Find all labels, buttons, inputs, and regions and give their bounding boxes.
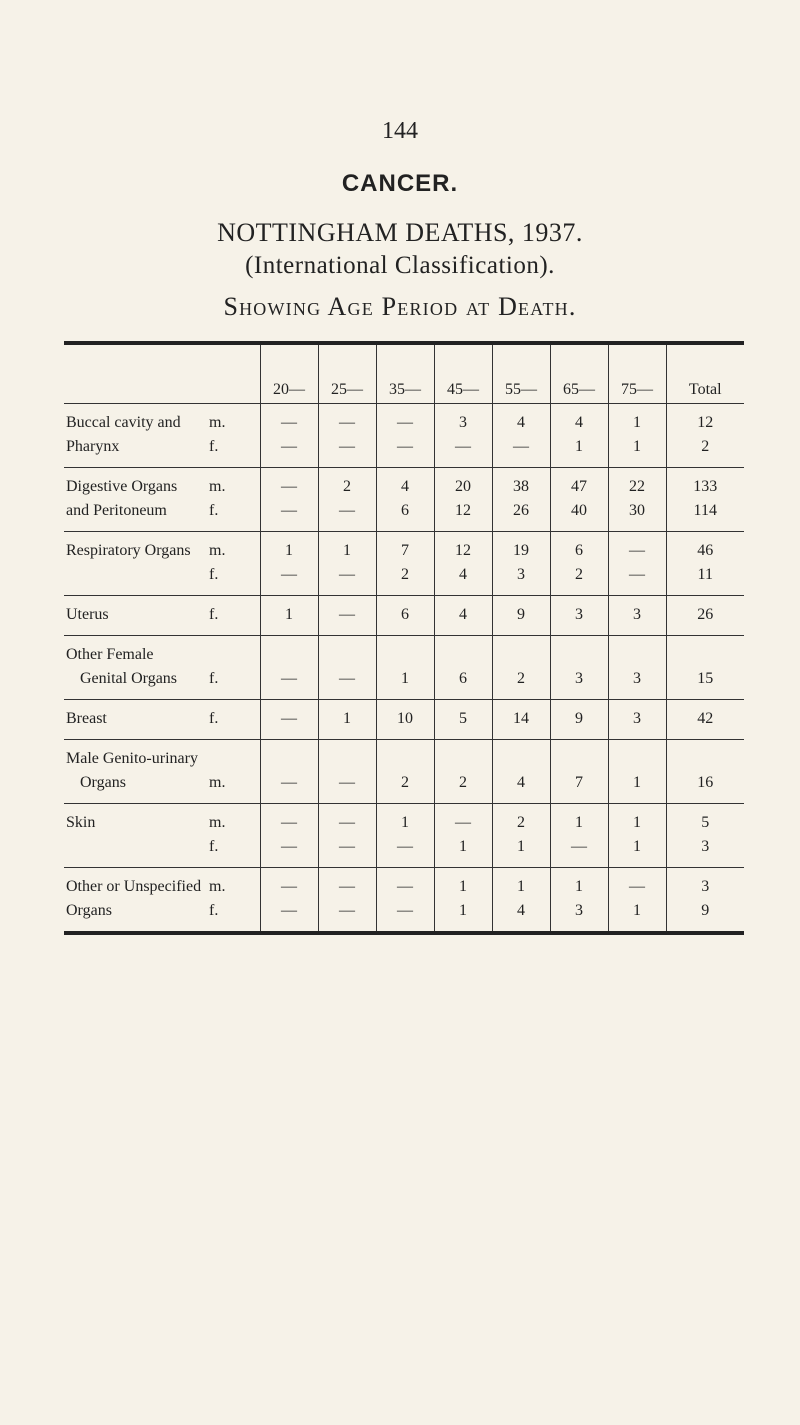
value-cell: [376, 700, 434, 740]
table-row: [64, 804, 744, 868]
cause-label: Respiratory Organs: [66, 542, 191, 559]
value-cell: [666, 700, 744, 740]
count-value: 1: [633, 438, 641, 455]
value-cell: [434, 700, 492, 740]
cause-label: and Peritoneum: [66, 502, 167, 519]
table-caption: Showing Age Period at Death.: [223, 292, 577, 321]
value-cell: [434, 596, 492, 636]
count-value: 10: [397, 710, 413, 727]
count-value: 7: [575, 774, 583, 791]
count-value: 114: [693, 502, 717, 519]
cause-label: Buccal cavity and: [66, 414, 181, 431]
value-cell: [666, 636, 744, 700]
value-cell: [260, 700, 318, 740]
count-value: 22: [629, 478, 645, 495]
count-value: —: [281, 502, 297, 519]
value-cell: [608, 868, 666, 934]
count-value: 1: [459, 838, 467, 855]
value-cell: [666, 740, 744, 804]
value-cell: [608, 740, 666, 804]
count-value: [435, 747, 492, 771]
value-cell: [492, 596, 550, 636]
value-cell: [608, 636, 666, 700]
value-cell: [260, 636, 318, 700]
value-cell: [666, 868, 744, 934]
count-value: 6: [575, 542, 583, 559]
count-value: 16: [697, 774, 714, 791]
table-row: [64, 532, 744, 596]
value-cell: [318, 404, 376, 468]
sex-label: f.: [209, 438, 219, 455]
count-value: 26: [697, 606, 714, 623]
value-cell: [550, 596, 608, 636]
column-header: 55—: [492, 343, 550, 404]
value-cell: [608, 532, 666, 596]
value-cell: [318, 596, 376, 636]
value-cell: [550, 868, 608, 934]
sex-label: m.: [209, 478, 226, 495]
value-cell: [608, 468, 666, 532]
value-cell: [608, 596, 666, 636]
value-cell: [260, 468, 318, 532]
count-value: 1: [517, 838, 525, 855]
count-value: 47: [571, 478, 587, 495]
count-value: 9: [575, 710, 583, 727]
count-value: —: [397, 838, 413, 855]
count-value: —: [397, 902, 413, 919]
cause-label: Male Genito-urinary: [66, 750, 198, 767]
count-value: 1: [517, 878, 525, 895]
count-value: 6: [401, 606, 409, 623]
count-value: 6: [459, 670, 467, 687]
count-value: [435, 643, 492, 667]
count-value: —: [629, 878, 645, 895]
count-value: 1: [285, 606, 293, 623]
value-cell: [434, 404, 492, 468]
count-value: 30: [629, 502, 645, 519]
value-cell: [318, 636, 376, 700]
cause-label: Uterus: [66, 606, 109, 623]
value-cell: [318, 740, 376, 804]
value-cell: [492, 700, 550, 740]
value-cell: [260, 596, 318, 636]
column-header: 45—: [434, 343, 492, 404]
column-header: 35—: [376, 343, 434, 404]
value-cell: [260, 740, 318, 804]
count-value: 3: [633, 670, 641, 687]
count-value: —: [397, 414, 413, 431]
count-value: [609, 643, 666, 667]
value-cell: [260, 868, 318, 934]
count-value: —: [281, 438, 297, 455]
value-cell: [492, 636, 550, 700]
value-cell: [550, 700, 608, 740]
count-value: 6: [401, 502, 409, 519]
count-value: 1: [633, 814, 641, 831]
count-value: 2: [701, 438, 710, 455]
count-value: 9: [701, 902, 710, 919]
header-row: [64, 343, 744, 404]
sex-label: f.: [209, 838, 219, 855]
count-value: —: [339, 414, 355, 431]
header-blank: [64, 343, 260, 404]
value-cell: [666, 404, 744, 468]
count-value: 5: [701, 814, 710, 831]
row-label: [64, 740, 260, 804]
table-row: [64, 740, 744, 804]
value-cell: [492, 468, 550, 532]
count-value: —: [339, 606, 355, 623]
cause-label: Other or Unspecified: [66, 878, 202, 895]
count-value: [377, 643, 434, 667]
value-cell: [318, 700, 376, 740]
count-value: [319, 747, 376, 771]
value-cell: [434, 740, 492, 804]
count-value: —: [339, 670, 355, 687]
count-value: —: [281, 566, 297, 583]
sex-label: m.: [209, 878, 226, 895]
value-cell: [376, 740, 434, 804]
count-value: [667, 643, 745, 667]
count-value: —: [281, 670, 297, 687]
cause-label: Organs: [80, 774, 126, 791]
sex-label: f.: [209, 902, 219, 919]
value-cell: [434, 636, 492, 700]
value-cell: [318, 804, 376, 868]
count-value: 4: [517, 414, 525, 431]
row-label: [64, 532, 260, 596]
count-value: —: [339, 902, 355, 919]
count-value: 2: [575, 566, 583, 583]
deaths-table: [64, 341, 744, 935]
count-value: 2: [401, 774, 409, 791]
column-header: 20—: [260, 343, 318, 404]
count-value: —: [281, 478, 297, 495]
cause-label: Skin: [66, 814, 96, 831]
count-value: 3: [633, 606, 641, 623]
count-value: 4: [459, 606, 467, 623]
value-cell: [550, 532, 608, 596]
count-value: —: [629, 542, 645, 559]
cause-label: Other Female: [66, 646, 154, 663]
count-value: 1: [459, 878, 467, 895]
count-value: 133: [693, 478, 718, 495]
sex-label: m.: [209, 774, 226, 791]
cause-label: Genital Organs: [80, 670, 178, 687]
row-label: [64, 404, 260, 468]
count-value: 1: [633, 902, 641, 919]
value-cell: [434, 868, 492, 934]
page-number: 144: [382, 118, 418, 144]
value-cell: [260, 532, 318, 596]
sex-label: m.: [209, 814, 226, 831]
cause-label: Digestive Organs: [66, 478, 178, 495]
value-cell: [318, 532, 376, 596]
count-value: 1: [285, 542, 293, 559]
count-value: 1: [575, 438, 583, 455]
sex-label: m.: [209, 414, 226, 431]
count-value: 46: [697, 542, 714, 559]
cause-label: Organs: [66, 902, 112, 919]
count-value: 12: [697, 414, 714, 431]
cause-label: Breast: [66, 710, 107, 727]
count-value: [319, 643, 376, 667]
value-cell: [550, 636, 608, 700]
column-header: 65—: [550, 343, 608, 404]
table-row: [64, 636, 744, 700]
count-value: 4: [517, 902, 525, 919]
count-value: —: [629, 566, 645, 583]
value-cell: [260, 804, 318, 868]
value-cell: [666, 596, 744, 636]
value-cell: [434, 532, 492, 596]
count-value: [261, 643, 318, 667]
count-value: 3: [633, 710, 641, 727]
value-cell: [550, 804, 608, 868]
value-cell: [260, 404, 318, 468]
count-value: —: [281, 878, 297, 895]
count-value: 38: [513, 478, 529, 495]
count-value: [551, 643, 608, 667]
column-header: Total: [666, 343, 744, 404]
count-value: —: [339, 438, 355, 455]
document-subtitle: (International Classification).: [245, 252, 555, 279]
count-value: 2: [517, 814, 525, 831]
count-value: —: [281, 774, 297, 791]
count-value: 7: [401, 542, 409, 559]
count-value: —: [339, 838, 355, 855]
count-value: 4: [401, 478, 409, 495]
count-value: 9: [517, 606, 525, 623]
count-value: [609, 747, 666, 771]
count-value: 1: [633, 774, 641, 791]
value-cell: [434, 468, 492, 532]
count-value: 2: [517, 670, 525, 687]
count-value: 1: [343, 710, 351, 727]
count-value: 15: [697, 670, 714, 687]
value-cell: [318, 868, 376, 934]
count-value: —: [281, 710, 297, 727]
count-value: —: [339, 774, 355, 791]
count-value: 3: [575, 670, 583, 687]
document-title: NOTTINGHAM DEATHS, 1937.: [217, 218, 583, 247]
value-cell: [666, 468, 744, 532]
table-row: [64, 404, 744, 468]
count-value: [493, 747, 550, 771]
count-value: 42: [697, 710, 714, 727]
value-cell: [550, 404, 608, 468]
value-cell: [550, 740, 608, 804]
value-cell: [376, 404, 434, 468]
row-label: [64, 804, 260, 868]
count-value: 20: [455, 478, 471, 495]
count-value: 3: [701, 838, 710, 855]
count-value: 12: [455, 542, 471, 559]
value-cell: [492, 740, 550, 804]
count-value: —: [571, 838, 587, 855]
count-value: 11: [697, 566, 713, 583]
count-value: [667, 747, 745, 771]
row-label: [64, 596, 260, 636]
count-value: 1: [401, 814, 409, 831]
row-label: [64, 700, 260, 740]
table-row: [64, 700, 744, 740]
count-value: —: [397, 878, 413, 895]
count-value: 1: [401, 670, 409, 687]
count-value: —: [339, 814, 355, 831]
count-value: 12: [455, 502, 471, 519]
count-value: 3: [701, 878, 710, 895]
value-cell: [434, 804, 492, 868]
count-value: 1: [633, 414, 641, 431]
count-value: 1: [575, 878, 583, 895]
count-value: —: [513, 438, 529, 455]
count-value: 1: [575, 814, 583, 831]
value-cell: [608, 804, 666, 868]
count-value: —: [281, 838, 297, 855]
value-cell: [376, 532, 434, 596]
value-cell: [492, 532, 550, 596]
value-cell: [376, 596, 434, 636]
count-value: 3: [575, 902, 583, 919]
row-label: [64, 636, 260, 700]
count-value: —: [455, 438, 471, 455]
count-value: 4: [517, 774, 525, 791]
value-cell: [666, 532, 744, 596]
value-cell: [492, 404, 550, 468]
count-value: —: [281, 814, 297, 831]
value-cell: [492, 868, 550, 934]
value-cell: [376, 636, 434, 700]
column-header: 75—: [608, 343, 666, 404]
cause-label: Pharynx: [66, 438, 120, 455]
row-label: [64, 468, 260, 532]
count-value: [551, 747, 608, 771]
count-value: —: [339, 878, 355, 895]
count-value: [377, 747, 434, 771]
table-row: [64, 468, 744, 532]
count-value: —: [281, 902, 297, 919]
count-value: 2: [459, 774, 467, 791]
row-label: [64, 868, 260, 934]
count-value: —: [281, 414, 297, 431]
value-cell: [376, 804, 434, 868]
count-value: 40: [571, 502, 587, 519]
count-value: 4: [459, 566, 467, 583]
count-value: —: [397, 438, 413, 455]
count-value: 1: [459, 902, 467, 919]
count-value: 3: [459, 414, 467, 431]
sex-label: f.: [209, 670, 219, 687]
value-cell: [376, 868, 434, 934]
value-cell: [376, 468, 434, 532]
table-row: [64, 596, 744, 636]
section-heading: CANCER.: [341, 170, 459, 197]
count-value: 26: [513, 502, 529, 519]
count-value: 5: [459, 710, 467, 727]
value-cell: [492, 804, 550, 868]
sex-label: f.: [209, 502, 219, 519]
count-value: 19: [513, 542, 529, 559]
sex-label: m.: [209, 542, 226, 559]
count-value: —: [339, 502, 355, 519]
column-header: 25—: [318, 343, 376, 404]
count-value: 3: [575, 606, 583, 623]
value-cell: [550, 468, 608, 532]
count-value: —: [455, 814, 471, 831]
count-value: —: [339, 566, 355, 583]
table-row: [64, 868, 744, 934]
count-value: 2: [343, 478, 351, 495]
count-value: [261, 747, 318, 771]
count-value: 3: [517, 566, 525, 583]
value-cell: [608, 404, 666, 468]
count-value: [493, 643, 550, 667]
count-value: 2: [401, 566, 409, 583]
count-value: 1: [633, 838, 641, 855]
value-cell: [318, 468, 376, 532]
count-value: 14: [513, 710, 529, 727]
value-cell: [608, 700, 666, 740]
sex-label: f.: [209, 710, 219, 727]
count-value: 1: [343, 542, 351, 559]
sex-label: f.: [209, 566, 219, 583]
sex-label: f.: [209, 606, 219, 623]
count-value: 4: [575, 414, 583, 431]
value-cell: [666, 804, 744, 868]
